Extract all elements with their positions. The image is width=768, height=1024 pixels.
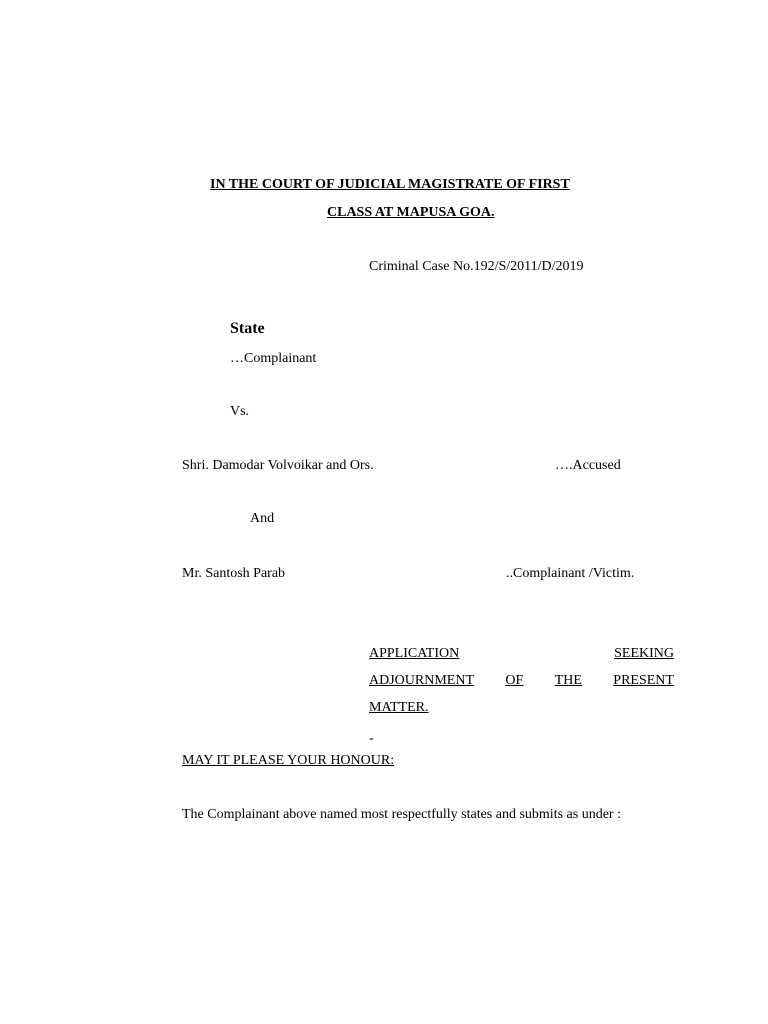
application-word: SEEKING xyxy=(614,646,674,661)
salutation: MAY IT PLEASE YOUR HONOUR: xyxy=(182,753,395,768)
application-word: OF xyxy=(505,673,524,688)
case-number: Criminal Case No.192/S/2011/D/2019 xyxy=(369,259,584,274)
body-paragraph: The Complainant above named most respectfully states and submits as under : xyxy=(182,807,621,822)
victim-role: ..Complainant /Victim. xyxy=(506,566,635,581)
application-word: PRESENT xyxy=(613,673,674,688)
application-word: THE xyxy=(554,673,582,688)
victim-name: Mr. Santosh Parab xyxy=(182,566,286,581)
accused-role: ….Accused xyxy=(555,458,621,473)
complainant-role: …Complainant xyxy=(230,351,317,366)
party-state: State xyxy=(230,320,265,337)
application-word: ADJOURNMENT xyxy=(369,673,474,688)
application-title-line-3: MATTER. xyxy=(369,700,429,715)
court-heading-line-1: IN THE COURT OF JUDICIAL MAGISTRATE OF FIRST xyxy=(210,177,570,192)
versus-label: Vs. xyxy=(230,404,250,419)
and-label: And xyxy=(250,511,275,526)
court-heading-line-2: CLASS AT MAPUSA GOA. xyxy=(327,205,495,220)
application-title-line-2 xyxy=(369,673,674,689)
dash-mark: - xyxy=(369,731,374,746)
application-word: APPLICATION xyxy=(369,646,460,661)
accused-name: Shri. Damodar Volvoikar and Ors. xyxy=(182,458,374,473)
application-title-line-1 xyxy=(369,646,674,662)
